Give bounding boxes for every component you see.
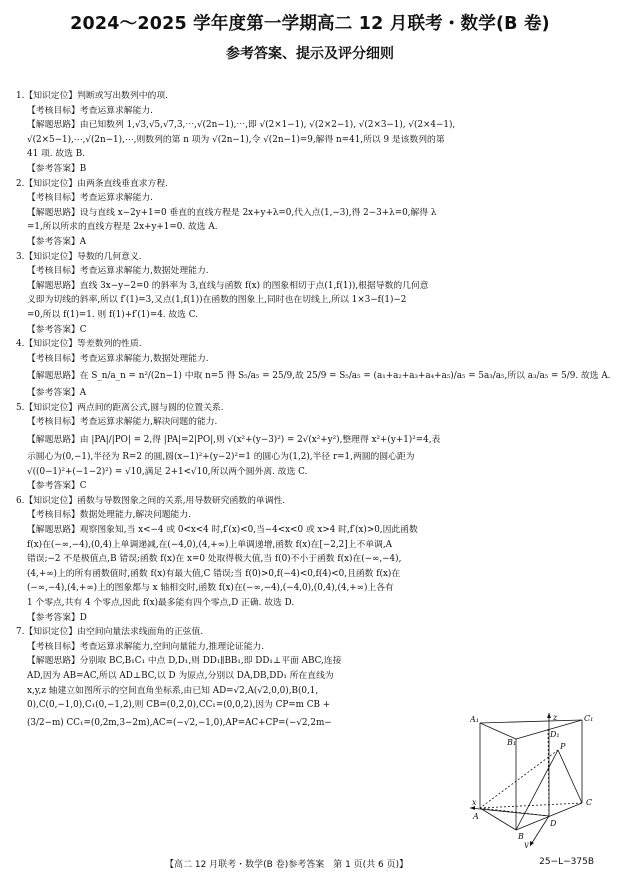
text-line: 【参考答案】C [27, 324, 87, 335]
text-line: 【考核目标】考查运算求解能力. [27, 193, 153, 204]
text-line: 5.【知识定位】两点间的距离公式,圆与圆的位置关系. [16, 402, 224, 413]
text-line: x,y,z 轴建立如图所示的空间直角坐标系,由已知 AD=√2,A(√2,0,0),B(0,1, [27, 685, 319, 696]
prism-figure [470, 713, 610, 848]
text-line: 41 项. 故选 B. [27, 149, 86, 160]
text-line: √((0−1)²+(−1−2)²) = √10,满足 2+1<√10,所以两个圆外离. 故选 C. [27, 466, 308, 477]
text-line: (4,+∞)上的所有函数值时,函数 f(x)有最大值,C 错误;当 f(0)>0,f(−4)<0,f(4)<0,且函数 f(x)在 [27, 568, 401, 579]
text-line: 【解题思路】分别取 BC,B₁C₁ 中点 D,D₁,则 DD₁∥BB₁,即 DD₁⊥平面 ABC,连接 [27, 656, 342, 667]
figure-label: z [553, 713, 558, 722]
text-line: 【考核目标】考查运算求解能力,数据处理能力. [27, 353, 209, 364]
text-line: 4.【知识定位】等差数列的性质. [16, 339, 142, 350]
text-line: 【解题思路】直线 3x−y−2=0 的斜率为 3,直线与函数 f(x) 的图象相切于点(1,f(1)),根据导数的几何意 [27, 280, 429, 291]
text-line: =1,所以所求的直线方程是 2x+y+1=0. 故选 A. [27, 222, 218, 233]
text-line: 【解题思路】由 |PA|/|PO| = 2,得 |PA|=2|PO|,则 √(x²+(y−3)²) = 2√(x²+y²),整理得 x²+(y+1)²=4,表 [27, 435, 441, 446]
text-line: (3/2−m) CC₁=(0,2m,3−2m),AC=(−√2,−1,0),AP=AC+CP=(−√2,2m− [27, 717, 332, 728]
text-line: 1.【知识定位】判断或写出数列中的项. [16, 91, 168, 101]
text-line: 【考核目标】考查运算求解能力,数据处理能力. [27, 266, 209, 277]
text-line: 【参考答案】A [27, 236, 87, 247]
text-line: 【考核目标】考查运算求解能力,空间向量能力,推理论证能力. [27, 641, 265, 652]
text-line: 【解题思路】在 S_n/a_n = n²/(2n−1) 中取 n=5 得 S₅/a₅ = 25/9,故 25/9 = S₅/a₅ = (a₁+a₂+a₃+a₄+a₅)/a₅ = 5a₃/a₅,所以 a₃/a₅ = 5/9. 故选 A. [27, 371, 610, 382]
text-line: 7.【知识定位】由空间向量法求线面角的正弦值. [16, 627, 204, 638]
text-line: 【解题思路】设与直线 x−2y+1=0 垂直的直线方程是 2x+y+λ=0,代入点(1,−3),得 2−3+λ=0,解得 λ [27, 207, 437, 218]
text-line: 【参考答案】C [27, 481, 87, 492]
text-line: 0),C(0,−1,0),C₁(0,−1,2),则 CB=(0,2,0),CC₁=(0,0,2),因为 CP=m CB + [27, 700, 331, 711]
figure-label: D₁ [550, 730, 560, 739]
text-line: f(x)在(−∞,−4),(0,4)上单调递减,在(−4,0),(4,+∞)上单调递增,函数 f(x)在[−2,2]上不单调,A [27, 539, 393, 550]
footer-code: 25−L−375B [539, 857, 594, 867]
text-line: 【参考答案】B [27, 163, 87, 174]
text-line: 【解题思路】观察图象知,当 x<−4 或 0<x<4 时,f′(x)<0,当−4<x<0 或 x>4 时,f′(x)>0,因此函数 [27, 525, 418, 536]
figure-label: x [472, 798, 477, 807]
page-title: 2024～2025 学年度第一学期高二 12 月联考・数学(B 卷) [70, 14, 550, 34]
text-line: 【参考答案】D [27, 612, 87, 623]
text-line: 【解题思路】由已知数列 1,√3,√5,√7,3,⋯,√(2n−1),⋯,即 √(2×1−1), √(2×2−1), √(2×3−1), √(2×4−1), [27, 120, 456, 131]
text-line: AD,因为 AB=AC,所以 AD⊥BC,以 D 为原点,分别以 DA,DB,DD₁ 所在直线为 [27, 670, 334, 681]
figure-label: y [524, 840, 529, 848]
text-line: 错误;−2 不是极值点,B 错误;函数 f(x)在 x=0 处取得极大值,当 f(0)不小于函数 f(x)在(−∞,−4), [27, 554, 402, 565]
text-line: 3.【知识定位】导数的几何意义. [16, 251, 142, 262]
text-line: 义即为切线的斜率,所以 f′(1)=3,又点(1,f(1))在函数的图象上,同时也在切线上,所以 1×3−f(1)−2 [27, 295, 407, 306]
text-line: √(2×5−1),⋯,√(2n−1),⋯,则数列的第 n 项为 √(2n−1),令 √(2n−1)=9,解得 n=41,所以 9 是该数列的第 [27, 134, 445, 145]
text-line: 【考核目标】考查运算求解能力. [27, 105, 153, 116]
text-line: 【考核目标】数据处理能力,解决问题能力. [27, 510, 191, 521]
footer-page-info: 【高二 12 月联考・数学(B 卷)参考答案 第 1 页(共 6 页)】 [165, 860, 409, 870]
text-line: 【考核目标】考查运算求解能力,解决问题的能力. [27, 417, 218, 428]
text-line: 6.【知识定位】函数与导数图象之间的关系,用导数研究函数的单调性. [16, 495, 286, 506]
solution-text [16, 89, 610, 733]
text-line: (−∞,−4),(4,+∞)上的图象都与 x 轴相交时,函数 f(x)在(−∞,−4),(−4,0),(0,4),(4,+∞)上各有 [27, 583, 394, 594]
figure-label: C [586, 798, 593, 807]
figure-label: B [518, 832, 524, 841]
text-line: =0,所以 f(1)=1. 则 f(1)+f′(1)=4. 故选 C. [27, 309, 198, 320]
figure-label: P [560, 742, 566, 751]
text-line: 2.【知识定位】由两条直线垂直求方程. [16, 178, 168, 189]
figure-label: C₁ [584, 714, 594, 723]
figure-label: A₁ [470, 715, 479, 724]
figure-label: A [473, 812, 479, 821]
figure-label: B₁ [507, 738, 517, 747]
figure-label: D [550, 819, 557, 828]
text-line: 【参考答案】A [27, 388, 87, 399]
page-subtitle: 参考答案、提示及评分细则 [226, 46, 394, 62]
text-line: 示圆心为(0,−1),半径为 R=2 的圆,圆(x−1)²+(y−2)²=1 的圆心为(1,2),半径 r=1,两圆的圆心距为 [27, 452, 415, 463]
text-line: 1 个零点,共有 4 个零点,因此 f(x)最多能有四个零点,D 正确. 故选 D. [27, 598, 295, 608]
